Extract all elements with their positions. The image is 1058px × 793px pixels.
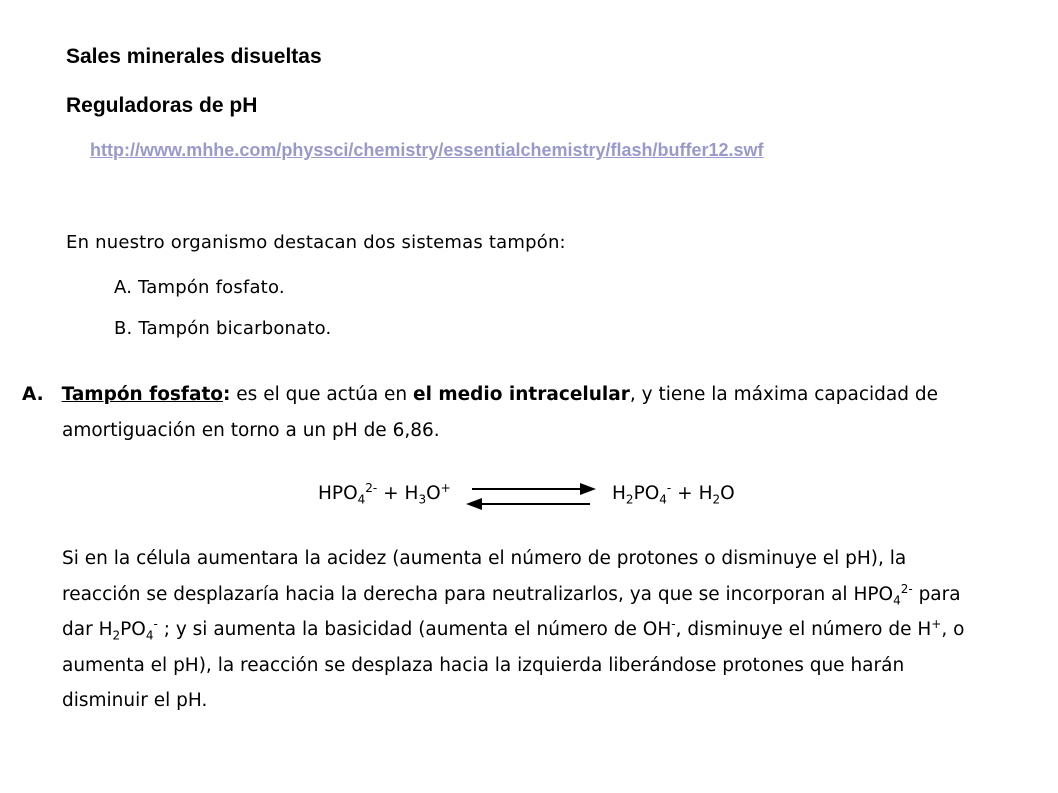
page-subtitle: Reguladoras de pH: [66, 94, 258, 117]
section-a-term: Tampón fosfato: [61, 384, 224, 405]
equation-right-side: [612, 480, 735, 507]
explanation-line-3: dar $H_2PO_4^-$ ; y si aumenta la basicidad (aumenta el número de OH-, disminuye el número de H+, o: [62, 616, 965, 643]
section-a-text-2: , y tiene la máxima capacidad de: [629, 384, 938, 405]
section-a-line-2: amortiguación en torno a un pH de 6,86.: [62, 420, 440, 441]
page-title: Sales minerales disueltas: [66, 45, 322, 68]
buffer-animation-link[interactable]: http://www.mhhe.com/physsci/chemistry/essentialchemistry/flash/buffer12.swf: [90, 140, 764, 160]
intro-text: En nuestro organismo destacan dos sistemas tampón:: [66, 232, 566, 253]
intro-item-a: A. Tampón fosfato.: [114, 277, 285, 298]
explanation-paragraph: [62, 541, 964, 719]
equation-left-side: [318, 480, 451, 507]
equilibrium-arrows-icon: [464, 478, 598, 514]
species-h3o: $H_3O^+$: [404, 480, 451, 507]
explanation-line-4: aumenta el pH), la reacción se desplaza hacia la izquierda liberándose protones que harán: [62, 654, 905, 676]
intro-item-b: B. Tampón bicarbonato.: [114, 318, 332, 339]
section-a-bold-phrase: el medio intracelular: [413, 384, 630, 405]
species-h2po4-inline: $H_2PO_4^-$: [98, 616, 158, 643]
explanation-line-5: disminuir el pH.: [62, 690, 208, 711]
section-a-colon: :: [223, 384, 231, 405]
equation-plus-right: +: [677, 483, 693, 504]
species-h2po4: $H_2PO_4^-$: [612, 480, 672, 507]
explanation-line-1: Si en la célula aumentara la acidez (aumenta el número de protones o disminuye el pH), la: [62, 548, 907, 569]
equation-plus-left: +: [383, 483, 399, 504]
species-hpo4: $HPO_4^{2-}$: [318, 480, 378, 507]
section-a-marker: A.: [22, 384, 44, 405]
section-a-line-1: [22, 377, 938, 413]
phosphate-equilibrium-equation: [318, 472, 778, 522]
species-h2o: $H_2O$: [698, 483, 735, 507]
explanation-line-2: reacción se desplazaría hacia la derecha para neutralizarlos, ya que se incorporan al $HPO_4^{2-}$ para: [62, 581, 961, 608]
species-hpo4-inline: $HPO_4^{2-}$: [853, 581, 913, 608]
section-a-text-1: es el que actúa en: [230, 384, 414, 405]
